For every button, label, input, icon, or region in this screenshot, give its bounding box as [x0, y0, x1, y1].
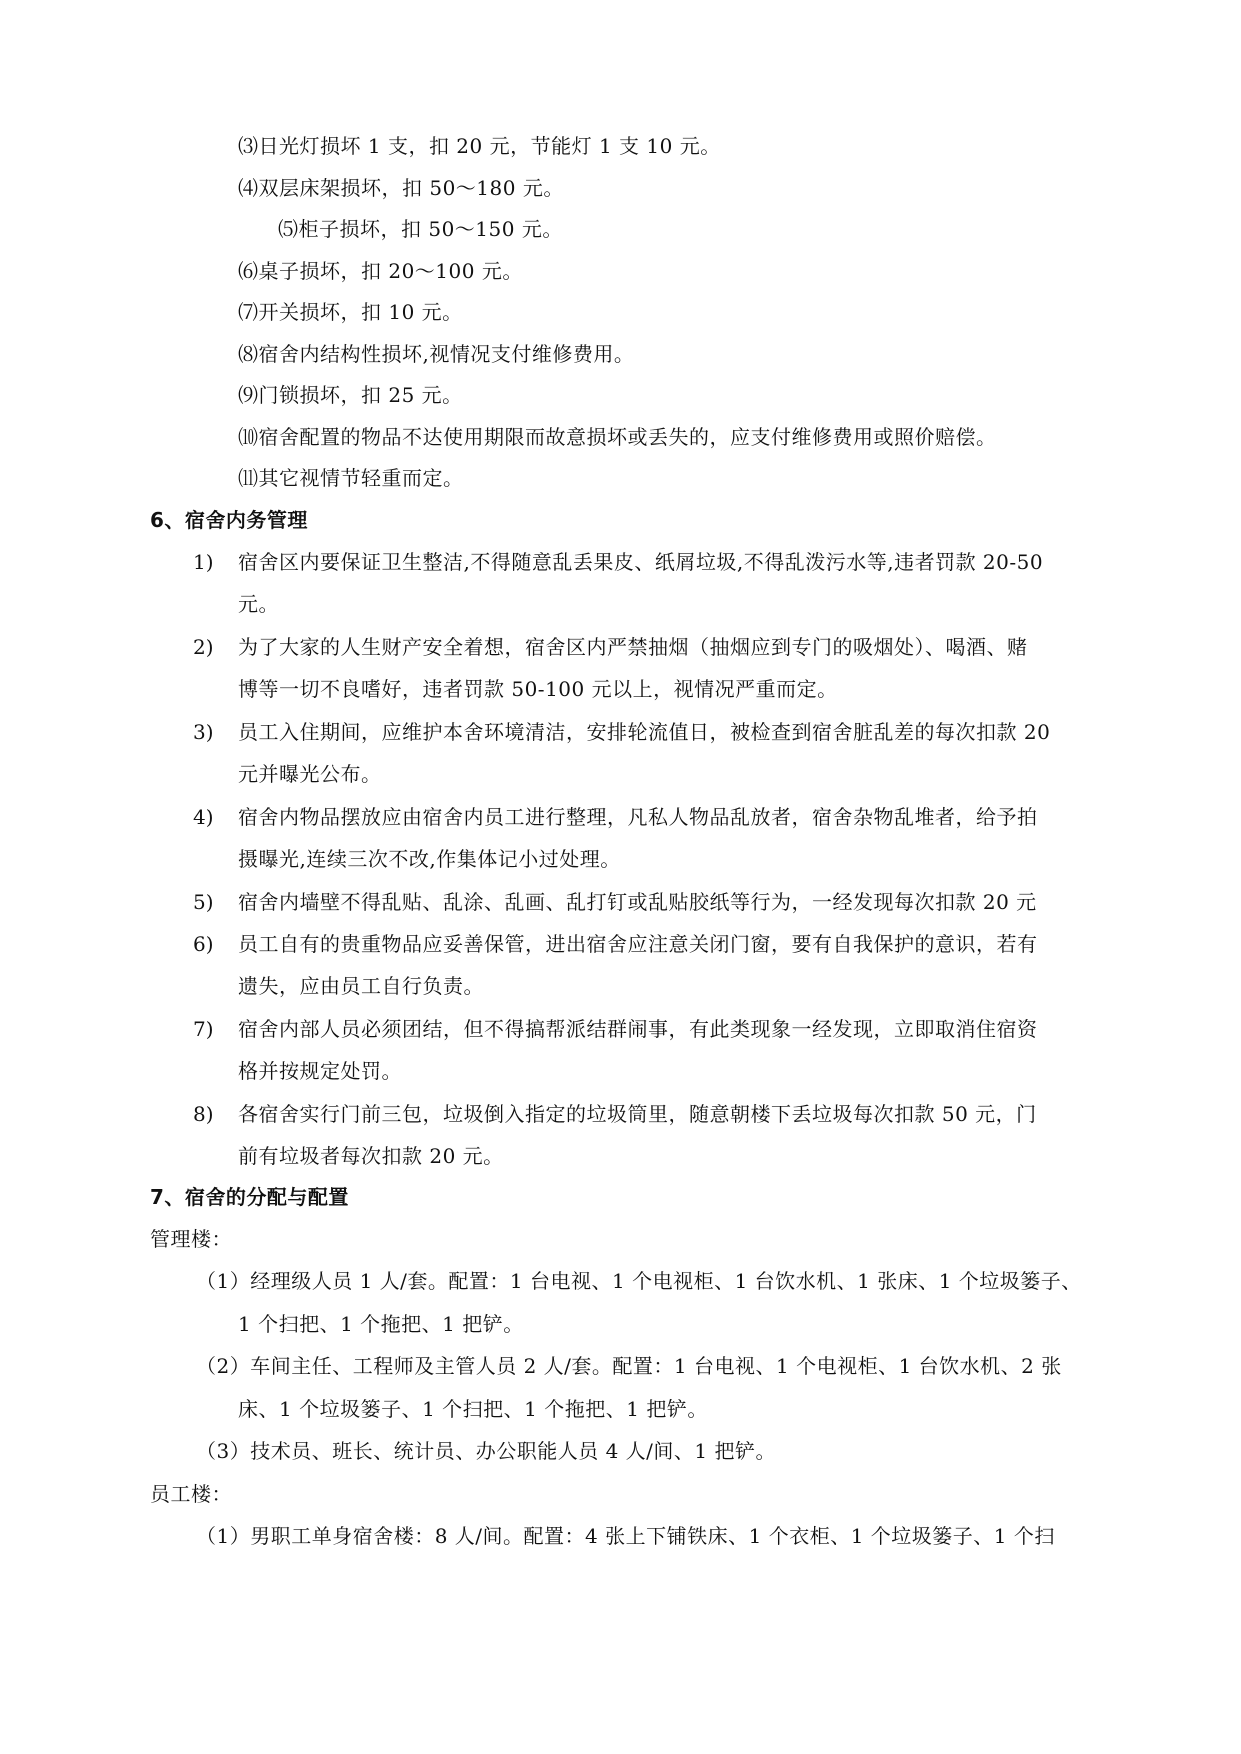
list-item-line: 遗失，应由员工自行负责。 [238, 974, 484, 998]
list-item-line: 元。 [238, 592, 279, 616]
penalty-item: ⑾其它视情节轻重而定。 [238, 466, 464, 490]
list-item-line: 元并曝光公布。 [238, 762, 382, 786]
building-label: 员工楼： [150, 1482, 232, 1506]
list-item-line: 前有垃圾者每次扣款 20 元。 [238, 1144, 504, 1168]
allocation-item-line: 床、1 个垃圾篓子、1 个扫把、1 个拖把、1 把铲。 [238, 1397, 708, 1421]
section-heading: 6、宿舍内务管理 [150, 508, 308, 532]
allocation-item-line: 1 个扫把、1 个拖把、1 把铲。 [238, 1312, 524, 1336]
section-heading: 7、宿舍的分配与配置 [150, 1185, 349, 1209]
allocation-item-line: （3）技术员、班长、统计员、办公职能人员 4 人/间、1 把铲。 [196, 1439, 776, 1463]
list-item-line: 员工入住期间，应维护本舍环境清洁，安排轮流值日，被检查到宿舍脏乱差的每次扣款 20 [238, 720, 1051, 744]
list-number: 4) [193, 805, 214, 829]
allocation-item-line: （2）车间主任、工程师及主管人员 2 人/套。配置：1 台电视、1 个电视柜、1 台饮水机、2 张 [196, 1354, 1062, 1378]
list-item-line: 摄曝光,连续三次不改,作集体记小过处理。 [238, 847, 621, 871]
penalty-item: ⑽宿舍配置的物品不达使用期限而故意损坏或丢失的，应支付维修费用或照价赔偿。 [238, 425, 997, 449]
list-item-line: 宿舍区内要保证卫生整洁,不得随意乱丢果皮、纸屑垃圾,不得乱泼污水等,违者罚款 20-50 [238, 550, 1044, 574]
penalty-item: ⑹桌子损坏，扣 20～100 元。 [238, 259, 523, 283]
penalty-item: ⑻宿舍内结构性损坏,视情况支付维修费用。 [238, 342, 635, 366]
list-item-line: 博等一切不良嗜好，违者罚款 50-100 元以上，视情况严重而定。 [238, 677, 838, 701]
penalty-item: ⑼门锁损坏，扣 25 元。 [238, 383, 463, 407]
allocation-item-line: （1）男职工单身宿舍楼：8 人/间。配置：4 张上下铺铁床、1 个衣柜、1 个垃圾篓子、1 个扫 [196, 1524, 1055, 1548]
list-item-line: 宿舍内物品摆放应由宿舍内员工进行整理，凡私人物品乱放者，宿舍杂物乱堆者，给予拍 [238, 805, 1038, 829]
list-item-line: 宿舍内部人员必须团结，但不得搞帮派结群闹事，有此类现象一经发现，立即取消住宿资 [238, 1017, 1038, 1041]
allocation-item-line: （1）经理级人员 1 人/套。配置：1 台电视、1 个电视柜、1 台饮水机、1 张床、1 个垃圾篓子、 [196, 1269, 1082, 1293]
penalty-item: ⑺开关损坏，扣 10 元。 [238, 300, 463, 324]
list-number: 2) [193, 635, 214, 659]
list-item-line: 员工自有的贵重物品应妥善保管，进出宿舍应注意关闭门窗，要有自我保护的意识，若有 [238, 932, 1038, 956]
penalty-item: ⑷双层床架损坏，扣 50～180 元。 [238, 176, 564, 200]
penalty-item: ⑸柜子损坏，扣 50～150 元。 [278, 217, 563, 241]
building-label: 管理楼： [150, 1227, 232, 1251]
list-item-line: 格并按规定处罚。 [238, 1059, 402, 1083]
list-number: 6) [193, 932, 214, 956]
list-item-line: 各宿舍实行门前三包，垃圾倒入指定的垃圾筒里，随意朝楼下丢垃圾每次扣款 50 元，门 [238, 1102, 1037, 1126]
list-number: 5) [193, 890, 214, 914]
list-number: 7) [193, 1017, 214, 1041]
list-number: 3) [193, 720, 214, 744]
list-item-line: 为了大家的人生财产安全着想，宿舍区内严禁抽烟（抽烟应到专门的吸烟处）、喝酒、赌 [238, 635, 1028, 659]
list-item-line: 宿舍内墙壁不得乱贴、乱涂、乱画、乱打钉或乱贴胶纸等行为，一经发现每次扣款 20 元 [238, 890, 1037, 914]
list-number: 1) [193, 550, 214, 574]
penalty-item: ⑶日光灯损坏 1 支，扣 20 元，节能灯 1 支 10 元。 [238, 134, 721, 158]
list-number: 8) [193, 1102, 214, 1126]
